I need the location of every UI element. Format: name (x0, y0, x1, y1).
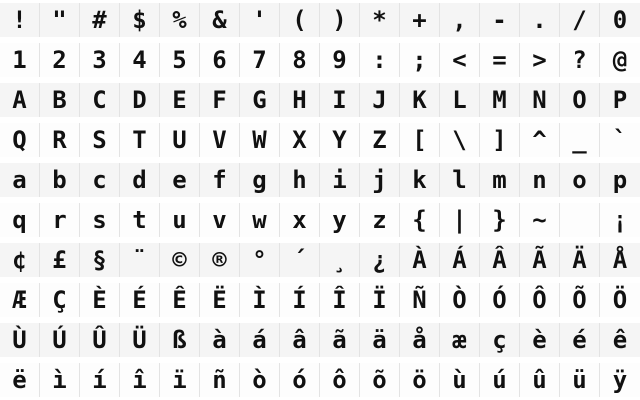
glyph-cell[interactable]: f (200, 163, 240, 197)
glyph-cell[interactable]: k (400, 163, 440, 197)
glyph-row (0, 200, 640, 240)
glyph-cell[interactable]: ö (400, 363, 440, 397)
glyph-cell[interactable]: n (520, 163, 560, 197)
glyph-cell[interactable]: 8 (280, 43, 320, 77)
glyph-cell[interactable]: [ (400, 123, 440, 157)
glyph-cell[interactable]: Q (0, 123, 40, 157)
glyph-cell[interactable]: ` (612, 126, 628, 154)
glyph-cell[interactable]: F (200, 83, 240, 117)
glyph-cell[interactable]: Ú (40, 323, 80, 357)
glyph-row (0, 280, 640, 320)
glyph-cell[interactable]: Ñ (400, 283, 440, 317)
glyph-cell[interactable]: @ (612, 46, 628, 74)
glyph-cell[interactable]: T (120, 123, 160, 157)
glyph-cell[interactable]: ' (240, 3, 280, 37)
glyph-cell[interactable]: Ù (0, 323, 40, 357)
glyph-cell[interactable]: * (360, 3, 400, 37)
glyph-row (0, 360, 640, 400)
glyph-cell[interactable]: î (120, 363, 160, 397)
glyph-cell[interactable]: ? (560, 43, 600, 77)
glyph-cell[interactable]: d (120, 163, 160, 197)
glyph-cell[interactable]: ë (0, 363, 40, 397)
glyph-cell[interactable]: 5 (160, 43, 200, 77)
glyph-cell[interactable]: 1 (0, 43, 40, 77)
glyph-cell[interactable]: c (80, 163, 120, 197)
glyph-cell[interactable]: á (240, 323, 280, 357)
glyph-cell[interactable]: Â (480, 243, 520, 277)
glyph-cell[interactable]: Ì (240, 283, 280, 317)
glyph-cell[interactable]: ¨ (120, 243, 160, 277)
glyph-cell[interactable]: û (520, 363, 560, 397)
glyph-cell[interactable]: Ü (120, 323, 160, 357)
glyph-cell[interactable]: Õ (560, 283, 600, 317)
glyph-cell[interactable]: D (120, 83, 160, 117)
glyph-cell[interactable]: h (280, 163, 320, 197)
glyph-cell[interactable]: Ó (480, 283, 520, 317)
glyph-cell[interactable]: ÿ (612, 366, 628, 394)
glyph-cell[interactable]: ç (480, 323, 520, 357)
glyph-row (0, 320, 640, 360)
glyph-cell[interactable]: ! (0, 3, 40, 37)
glyph-cell[interactable]: > (520, 43, 560, 77)
glyph-cell[interactable]: W (240, 123, 280, 157)
glyph-cell[interactable]: s (80, 203, 120, 237)
glyph-cell[interactable]: Y (320, 123, 360, 157)
glyph-cell[interactable]: 3 (80, 43, 120, 77)
glyph-cell[interactable]: } (480, 203, 520, 237)
glyph-cell[interactable]: ^ (520, 123, 560, 157)
glyph-cell[interactable]: t (120, 203, 160, 237)
glyph-cell[interactable]: 9 (320, 43, 360, 77)
glyph-cell[interactable]: ¢ (0, 243, 40, 277)
glyph-cell[interactable]: a (0, 163, 40, 197)
glyph-cell[interactable]: ü (560, 363, 600, 397)
glyph-cell[interactable]: ; (400, 43, 440, 77)
glyph-cell[interactable]: é (560, 323, 600, 357)
glyph-cell[interactable]: Ï (360, 283, 400, 317)
glyph-cell[interactable]: I (320, 83, 360, 117)
glyph-cell[interactable]: e (160, 163, 200, 197)
glyph-cell[interactable]: É (120, 283, 160, 317)
glyph-cell[interactable]: & (200, 3, 240, 37)
glyph-cell[interactable]: ¸ (320, 243, 360, 277)
glyph-cell[interactable]: \ (440, 123, 480, 157)
glyph-cell[interactable]: ) (320, 3, 360, 37)
glyph-row (0, 240, 640, 280)
glyph-cell[interactable]: A (0, 83, 40, 117)
glyph-cell[interactable]: U (160, 123, 200, 157)
glyph-cell[interactable]: Å (612, 246, 628, 274)
glyph-cell[interactable]: ] (480, 123, 520, 157)
glyph-cell[interactable]: æ (440, 323, 480, 357)
glyph-cell[interactable]: { (400, 203, 440, 237)
glyph-row (0, 0, 640, 40)
glyph-cell[interactable]: + (400, 3, 440, 37)
glyph-cell[interactable]: £ (40, 243, 80, 277)
glyph-cell[interactable]: Ô (520, 283, 560, 317)
glyph-cell[interactable]: À (400, 243, 440, 277)
glyph-cell[interactable]: ê (612, 326, 628, 354)
glyph-cell[interactable]: y (320, 203, 360, 237)
glyph-cell[interactable]: õ (360, 363, 400, 397)
glyph-cell[interactable]: ° (240, 243, 280, 277)
glyph-cell[interactable]: $ (120, 3, 160, 37)
glyph-cell[interactable]: B (40, 83, 80, 117)
glyph-cell[interactable]: r (40, 203, 80, 237)
glyph-cell[interactable]: ù (440, 363, 480, 397)
glyph-cell[interactable]: w (240, 203, 280, 237)
glyph-cell[interactable]: G (240, 83, 280, 117)
glyph-cell[interactable]: Z (360, 123, 400, 157)
glyph-cell[interactable]: È (80, 283, 120, 317)
glyph-cell[interactable]: ú (480, 363, 520, 397)
glyph-cell[interactable]: C (80, 83, 120, 117)
glyph-cell[interactable]: x (280, 203, 320, 237)
glyph-cell[interactable]: | (440, 203, 480, 237)
glyph-cell[interactable]: ä (360, 323, 400, 357)
glyph-cell[interactable]: Æ (0, 283, 40, 317)
glyph-cell[interactable]: ã (320, 323, 360, 357)
glyph-cell[interactable]: 2 (40, 43, 80, 77)
glyph-cell[interactable]: 4 (120, 43, 160, 77)
glyph-cell[interactable]: J (360, 83, 400, 117)
glyph-cell[interactable]: o (560, 163, 600, 197)
glyph-cell[interactable]: â (280, 323, 320, 357)
glyph-cell-empty[interactable] (560, 203, 600, 237)
glyph-cell[interactable]: ô (320, 363, 360, 397)
glyph-cell[interactable]: ¡ (612, 206, 628, 234)
glyph-cell[interactable]: 6 (200, 43, 240, 77)
glyph-cell[interactable]: ï (160, 363, 200, 397)
glyph-cell[interactable]: Ò (440, 283, 480, 317)
glyph-cell[interactable]: O (560, 83, 600, 117)
glyph-cell[interactable]: P (612, 86, 628, 114)
glyph-cell[interactable]: © (160, 243, 200, 277)
glyph-row (0, 80, 640, 120)
glyph-cell[interactable]: . (520, 3, 560, 37)
glyph-cell[interactable]: Ç (40, 283, 80, 317)
glyph-cell[interactable]: j (360, 163, 400, 197)
glyph-cell[interactable]: Ë (200, 283, 240, 317)
glyph-cell[interactable]: g (240, 163, 280, 197)
glyph-cell[interactable]: v (200, 203, 240, 237)
glyph-cell[interactable]: 7 (240, 43, 280, 77)
glyph-cell[interactable]: Ö (612, 286, 628, 314)
glyph-cell[interactable]: Î (320, 283, 360, 317)
glyph-cell[interactable]: ì (40, 363, 80, 397)
glyph-cell[interactable]: E (160, 83, 200, 117)
glyph-cell[interactable]: l (440, 163, 480, 197)
glyph-row (0, 160, 640, 200)
glyph-cell[interactable]: p (612, 166, 628, 194)
glyph-cell[interactable]: 0 (612, 6, 628, 34)
glyph-cell[interactable]: Ê (160, 283, 200, 317)
glyph-cell[interactable]: í (80, 363, 120, 397)
glyph-cell[interactable]: K (400, 83, 440, 117)
glyph-row (0, 40, 640, 80)
glyph-cell[interactable]: ´ (280, 243, 320, 277)
glyph-cell[interactable]: å (400, 323, 440, 357)
glyph-cell[interactable]: ( (280, 3, 320, 37)
glyph-cell[interactable]: R (40, 123, 80, 157)
glyph-cell[interactable]: u (160, 203, 200, 237)
glyph-cell[interactable]: ® (200, 243, 240, 277)
glyph-cell[interactable]: < (440, 43, 480, 77)
glyph-cell[interactable]: ó (280, 363, 320, 397)
glyph-cell[interactable]: Ã (520, 243, 560, 277)
glyph-cell[interactable]: m (480, 163, 520, 197)
glyph-cell[interactable]: L (440, 83, 480, 117)
glyph-cell[interactable]: ò (240, 363, 280, 397)
glyph-cell[interactable]: ñ (200, 363, 240, 397)
glyph-cell[interactable]: " (40, 3, 80, 37)
glyph-cell[interactable]: z (360, 203, 400, 237)
glyph-cell[interactable]: # (80, 3, 120, 37)
glyph-cell[interactable]: q (0, 203, 40, 237)
glyph-cell[interactable]: - (480, 3, 520, 37)
glyph-cell[interactable]: ß (160, 323, 200, 357)
glyph-cell[interactable]: è (520, 323, 560, 357)
glyph-cell[interactable]: , (440, 3, 480, 37)
glyph-cell[interactable]: M (480, 83, 520, 117)
glyph-cell[interactable]: = (480, 43, 520, 77)
glyph-cell[interactable]: b (40, 163, 80, 197)
glyph-cell[interactable]: V (200, 123, 240, 157)
glyph-cell[interactable]: Í (280, 283, 320, 317)
glyph-cell[interactable]: : (360, 43, 400, 77)
glyph-row (0, 120, 640, 160)
glyph-cell[interactable]: § (80, 243, 120, 277)
glyph-cell[interactable]: % (160, 3, 200, 37)
glyph-cell[interactable]: N (520, 83, 560, 117)
glyph-cell[interactable]: i (320, 163, 360, 197)
glyph-cell[interactable]: H (280, 83, 320, 117)
glyph-cell[interactable]: S (80, 123, 120, 157)
glyph-cell[interactable]: ~ (520, 203, 560, 237)
glyph-cell[interactable]: Á (440, 243, 480, 277)
glyph-cell[interactable]: à (200, 323, 240, 357)
glyph-cell[interactable]: X (280, 123, 320, 157)
glyph-cell[interactable]: / (560, 3, 600, 37)
glyph-cell[interactable]: Û (80, 323, 120, 357)
glyph-cell[interactable]: Ä (560, 243, 600, 277)
glyph-cell[interactable]: _ (560, 123, 600, 157)
glyph-cell[interactable]: ¿ (360, 243, 400, 277)
